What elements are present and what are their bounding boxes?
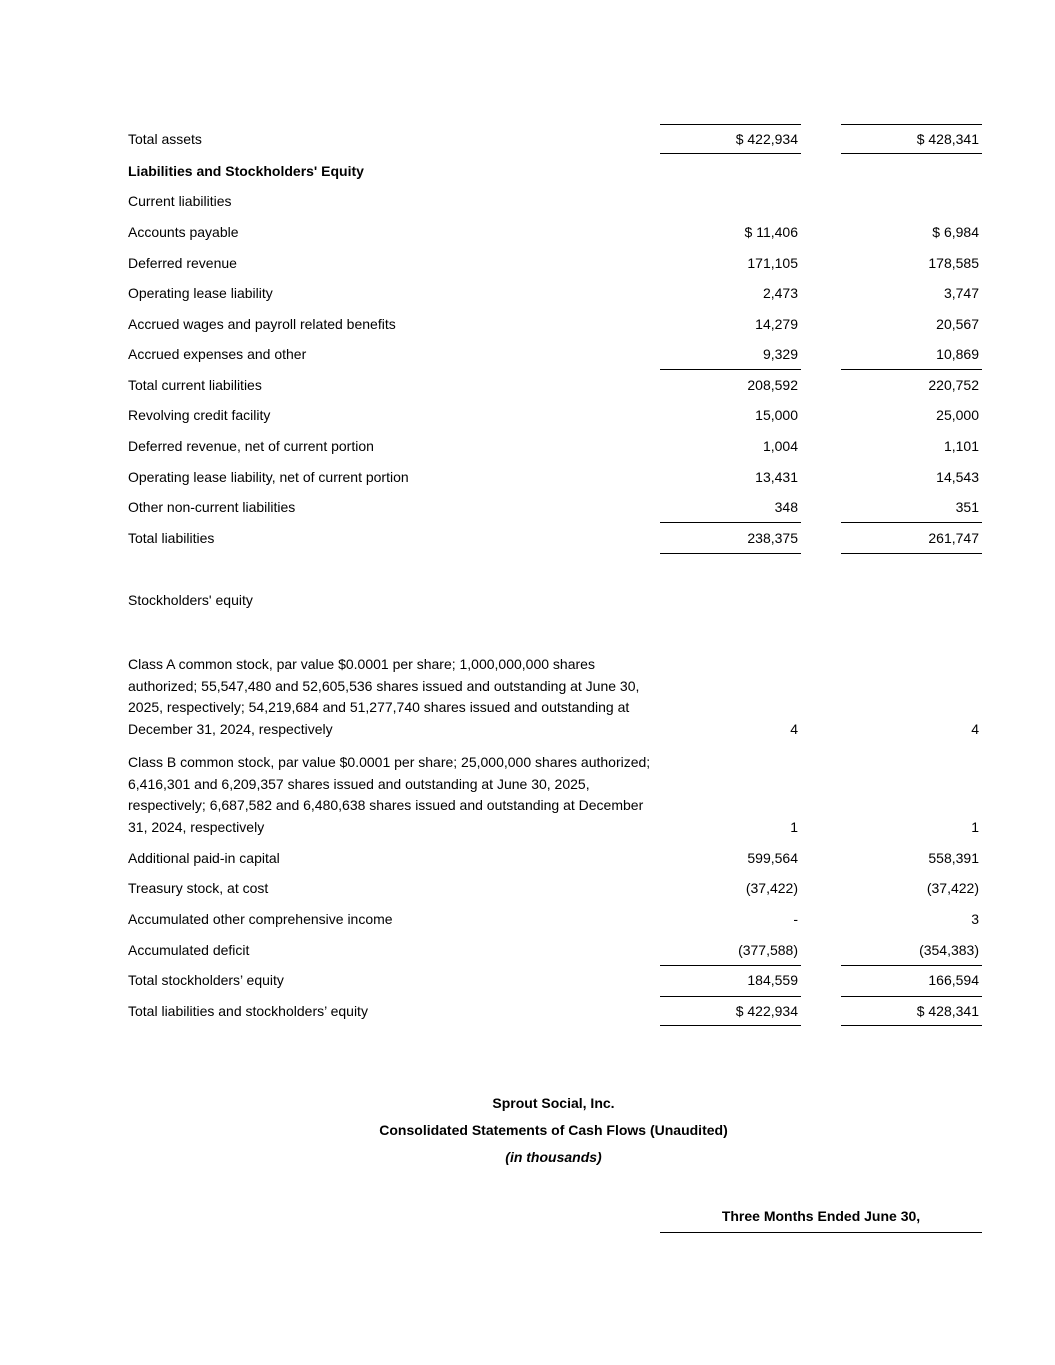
value-col2: 351 <box>955 499 979 515</box>
value-col1: 1,004 <box>762 438 798 454</box>
period-header: Three Months Ended June 30, <box>721 1208 921 1224</box>
value-col2: 10,869 <box>936 346 979 362</box>
value-col2: 166,594 <box>928 972 979 988</box>
rule <box>841 124 982 125</box>
value-col2: 558,391 <box>928 850 979 866</box>
rule <box>841 522 982 523</box>
row-label: Total current liabilities <box>128 377 262 393</box>
row-label: Total assets <box>128 131 202 147</box>
value-col1: $ 422,934 <box>735 1003 798 1019</box>
rule <box>660 1232 982 1233</box>
value-col1: 184,559 <box>747 972 798 988</box>
section-heading: Liabilities and Stockholders' Equity <box>128 163 364 179</box>
value-col1: 348 <box>774 499 798 515</box>
rule <box>660 522 801 523</box>
row-label: Accrued wages and payroll related benefits <box>128 316 396 332</box>
row-label: Operating lease liability <box>128 285 273 301</box>
value-col2: 1,101 <box>943 438 979 454</box>
value-col1: 238,375 <box>747 530 798 546</box>
value-col1: 14,279 <box>755 316 798 332</box>
row-label-line: respectively; 6,687,582 and 6,480,638 shares issued and outstanding at December <box>128 797 644 814</box>
value-col1: 599,564 <box>747 850 798 866</box>
statement-title: Consolidated Statements of Cash Flows (Unaudited) <box>379 1122 728 1138</box>
value-col1: 171,105 <box>747 255 798 271</box>
value-col1: $ 11,406 <box>744 224 798 240</box>
section-heading: Current liabilities <box>128 193 232 209</box>
value-col1: (37,422) <box>745 880 798 896</box>
value-col2: 20,567 <box>936 316 979 332</box>
value-col1: 208,592 <box>747 377 798 393</box>
row-label-line: Class B common stock, par value $0.0001 per share; 25,000,000 shares authorized; <box>128 754 651 770</box>
value-col2: 3,747 <box>943 285 979 301</box>
value-col2: $ 428,341 <box>916 131 979 147</box>
rule <box>841 996 982 997</box>
rule <box>660 153 801 154</box>
value-col2: $ 6,984 <box>932 224 979 240</box>
row-label-line: 31, 2024, respectively <box>128 819 265 836</box>
rule <box>660 553 801 554</box>
value-col1: - <box>793 911 798 927</box>
row-label: Accounts payable <box>128 224 239 240</box>
value-col2: 178,585 <box>928 255 979 271</box>
value-col2: 261,747 <box>928 530 979 546</box>
row-label-multiline <box>128 654 653 741</box>
row-label-line: Class A common stock, par value $0.0001 per share; 1,000,000,000 shares <box>128 656 595 672</box>
row-label-line: authorized; 55,547,480 and 52,605,536 shares issued and outstanding at June 30, <box>128 677 640 694</box>
row-label: Revolving credit facility <box>128 407 271 423</box>
rule <box>660 996 801 997</box>
value-col1: 4 <box>790 721 798 737</box>
units-note: (in thousands) <box>505 1149 602 1165</box>
row-label: Total stockholders’ equity <box>128 972 284 988</box>
rule <box>660 1025 801 1026</box>
row-label: Other non-current liabilities <box>128 499 296 515</box>
value-col1: 13,431 <box>755 469 798 485</box>
value-col1: 15,000 <box>755 407 798 423</box>
row-label: Deferred revenue, net of current portion <box>128 438 374 454</box>
row-label-line: 6,416,301 and 6,209,357 shares issued and outstanding at June 30, 2025, <box>128 775 590 792</box>
row-label-multiline <box>128 752 653 839</box>
value-col1: 2,473 <box>762 285 798 301</box>
row-label: Operating lease liability, net of current portion <box>128 469 409 485</box>
value-col2: 3 <box>971 911 979 927</box>
value-col2: 4 <box>971 721 979 737</box>
value-col2: (354,383) <box>919 942 979 958</box>
rule <box>841 153 982 154</box>
row-label: Treasury stock, at cost <box>128 880 269 896</box>
row-label: Deferred revenue <box>128 255 237 271</box>
value-col1: (377,588) <box>738 942 798 958</box>
row-label: Total liabilities and stockholders’ equity <box>128 1003 368 1019</box>
rule <box>841 965 982 966</box>
row-label: Accrued expenses and other <box>128 346 307 362</box>
row-label-line: 2025, respectively; 54,219,684 and 51,277,740 shares issued and outstanding at <box>128 699 630 716</box>
value-col2: 14,543 <box>936 469 979 485</box>
rule <box>660 369 801 370</box>
rule <box>841 369 982 370</box>
value-col2: 1 <box>971 819 979 835</box>
rule <box>841 553 982 554</box>
value-col2: 220,752 <box>928 377 979 393</box>
row-label: Total liabilities <box>128 530 215 546</box>
value-col2: (37,422) <box>926 880 979 896</box>
rule <box>660 965 801 966</box>
row-label: Accumulated deficit <box>128 942 250 958</box>
section-heading: Stockholders' equity <box>128 592 253 608</box>
value-col1: 9,329 <box>762 346 798 362</box>
value-col1: 1 <box>790 819 798 835</box>
rule <box>660 124 801 125</box>
rule <box>841 1025 982 1026</box>
value-col2: $ 428,341 <box>916 1003 979 1019</box>
company-name: Sprout Social, Inc. <box>492 1095 615 1111</box>
value-col1: $ 422,934 <box>735 131 798 147</box>
row-label: Additional paid-in capital <box>128 850 280 866</box>
row-label-line: December 31, 2024, respectively <box>128 721 333 738</box>
row-label: Accumulated other comprehensive income <box>128 911 393 927</box>
value-col2: 25,000 <box>936 407 979 423</box>
